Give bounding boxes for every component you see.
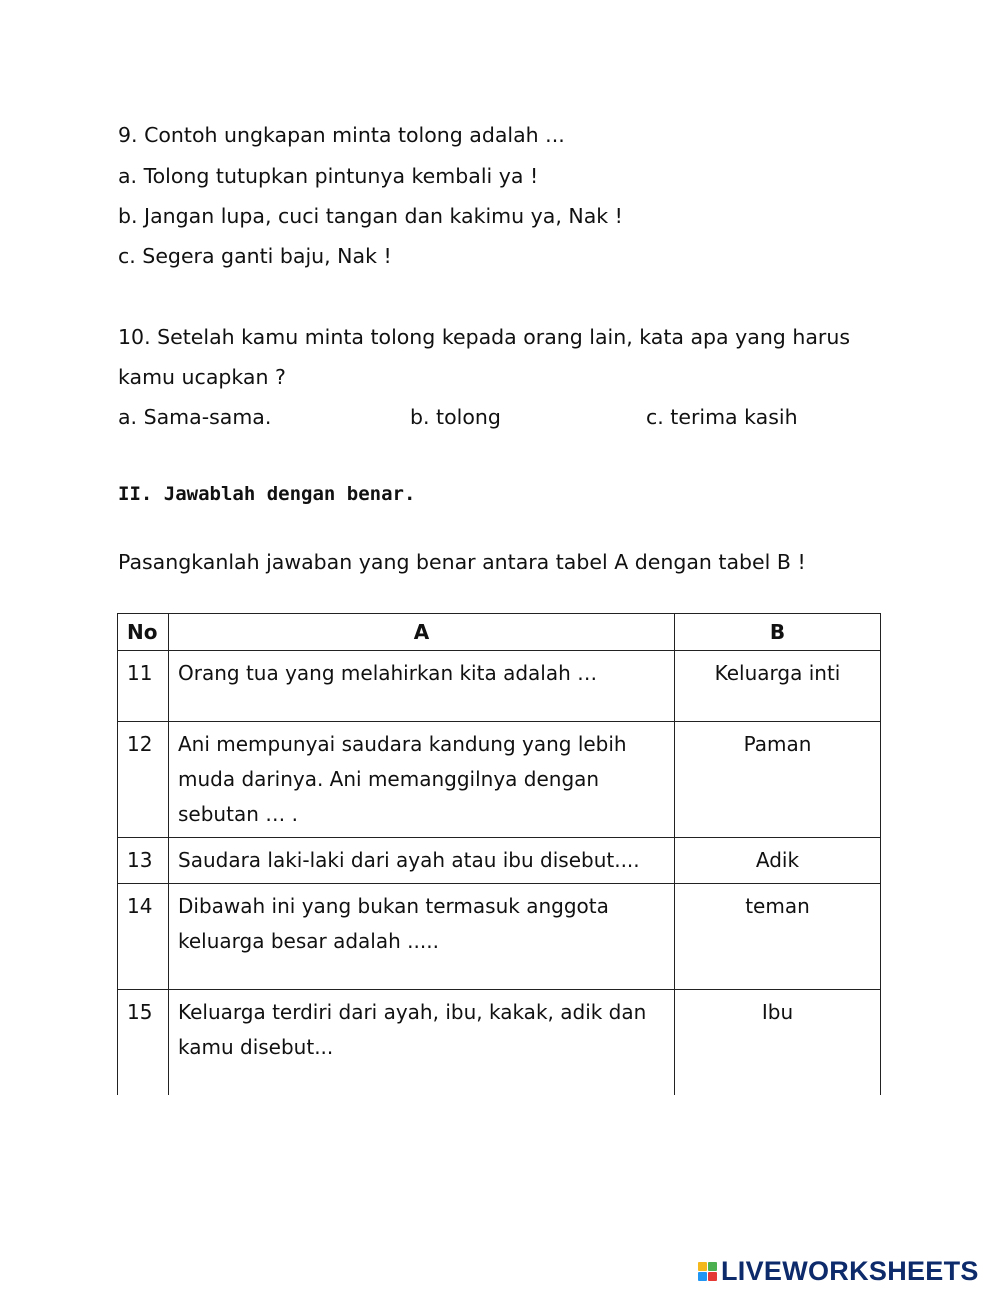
question-9-option-b: b. Jangan lupa, cuci tangan dan kakimu ya, Nak !	[118, 204, 623, 228]
section-2-instruction: Pasangkanlah jawaban yang benar antara tabel A dengan tabel B !	[118, 550, 806, 574]
liveworksheets-logo	[698, 1256, 979, 1286]
header-b: B	[675, 614, 881, 651]
row-answer: Keluarga inti	[675, 651, 881, 722]
question-9-option-a: a. Tolong tutupkan pintunya kembali ya !	[118, 164, 539, 188]
question-10-prompt-line2: kamu ucapkan ?	[118, 365, 286, 389]
row-question: Ani mempunyai saudara kandung yang lebih muda darinya. Ani memanggilnya dengan sebutan … .	[169, 722, 675, 838]
matching-table	[117, 613, 881, 1095]
row-answer: teman	[675, 884, 881, 990]
table-header-row	[118, 614, 881, 651]
section-2-heading: II. Jawablah dengan benar.	[118, 483, 416, 505]
logo-mark-icon	[698, 1262, 717, 1281]
row-answer: Ibu	[675, 990, 881, 1095]
row-number: 11	[118, 651, 169, 722]
row-number: 13	[118, 838, 169, 884]
header-no: No	[118, 614, 169, 651]
row-number: 12	[118, 722, 169, 838]
question-9-prompt: 9. Contoh ungkapan minta tolong adalah ...	[118, 123, 565, 147]
question-9-option-c: c. Segera ganti baju, Nak !	[118, 244, 392, 268]
row-question: Dibawah ini yang bukan termasuk anggota keluarga besar adalah .....	[169, 884, 675, 990]
row-answer: Paman	[675, 722, 881, 838]
row-number: 15	[118, 990, 169, 1095]
row-number: 14	[118, 884, 169, 990]
header-a: A	[169, 614, 675, 651]
question-10-option-b: b. tolong	[410, 405, 501, 429]
row-question: Saudara laki-laki dari ayah atau ibu disebut....	[169, 838, 675, 884]
table-row	[118, 838, 881, 884]
table-row	[118, 651, 881, 722]
table-row	[118, 722, 881, 838]
row-answer: Adik	[675, 838, 881, 884]
logo-square-icon	[698, 1272, 707, 1281]
logo-square-icon	[708, 1272, 717, 1281]
logo-square-icon	[698, 1262, 707, 1271]
logo-square-icon	[708, 1262, 717, 1271]
question-10-option-a: a. Sama-sama.	[118, 405, 272, 429]
question-10-prompt-line1: 10. Setelah kamu minta tolong kepada orang lain, kata apa yang harus	[118, 325, 850, 349]
table-row	[118, 884, 881, 990]
logo-text: LIVEWORKSHEETS	[721, 1255, 979, 1286]
row-question: Keluarga terdiri dari ayah, ibu, kakak, adik dan kamu disebut...	[169, 990, 675, 1095]
row-question: Orang tua yang melahirkan kita adalah …	[169, 651, 675, 722]
table-row	[118, 990, 881, 1095]
question-10-option-c: c. terima kasih	[646, 405, 798, 429]
